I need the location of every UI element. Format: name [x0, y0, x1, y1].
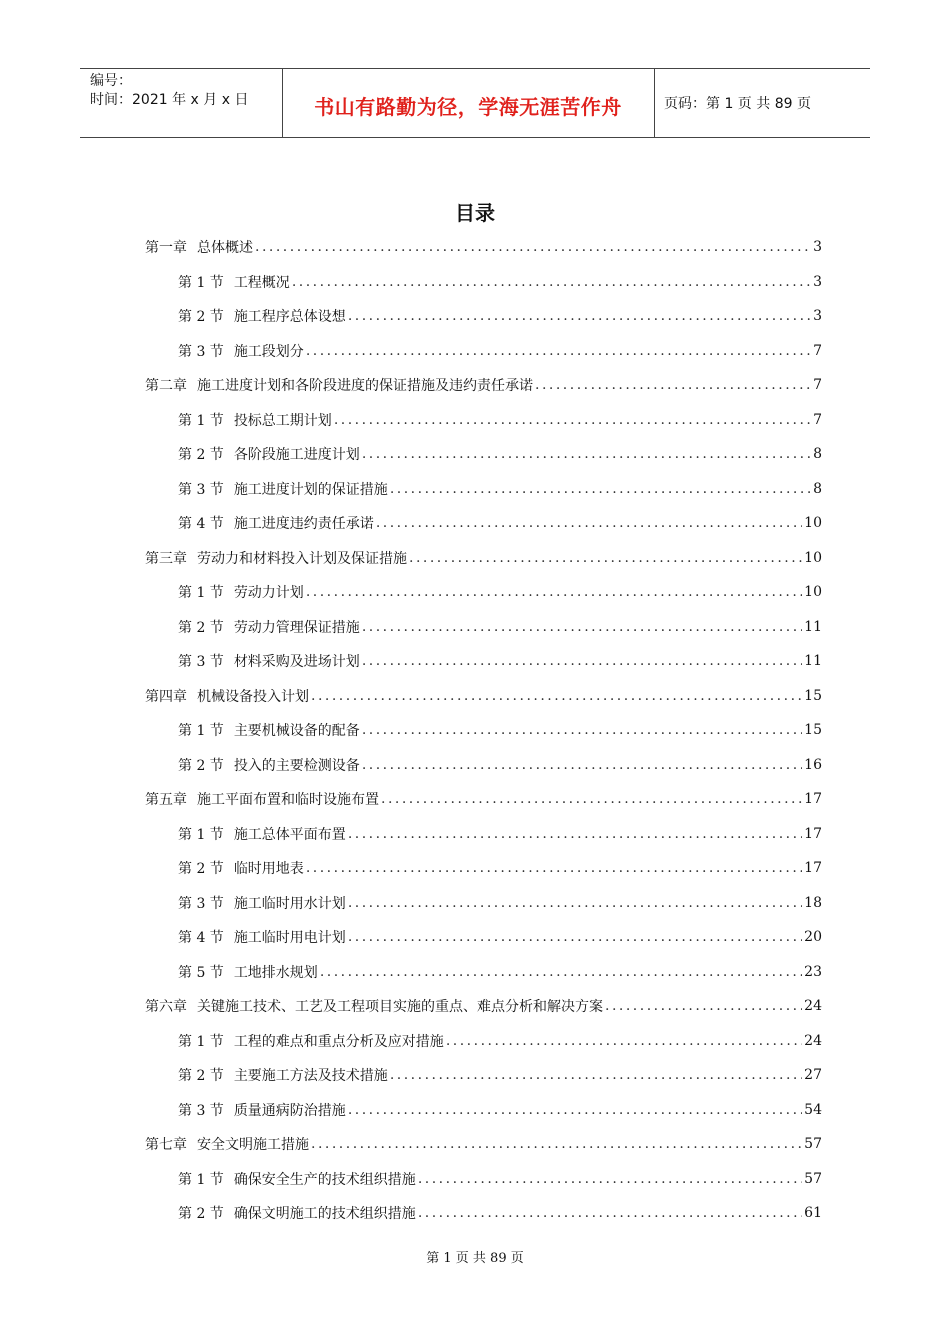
motto-text: 书山有路勤为径，学海无涯苦作舟 [314, 95, 622, 119]
toc-dot-leader [376, 515, 802, 531]
toc-entry-number: 第 1 节 [178, 723, 224, 740]
toc-section-entry[interactable] [145, 817, 822, 852]
toc-dot-leader [348, 826, 802, 842]
toc-page-number: 15 [804, 722, 822, 739]
toc-entry-title: 施工程序总体设想 [233, 309, 346, 326]
toc-dot-leader [348, 929, 802, 945]
toc-entry-number: 第 4 节 [178, 516, 224, 533]
toc-entry-number: 第一章 [145, 240, 187, 257]
toc-section-entry[interactable] [145, 920, 822, 955]
toc-section-entry[interactable] [145, 1162, 822, 1197]
header-meta-cell [80, 69, 283, 137]
toc-section-entry[interactable] [145, 886, 822, 921]
toc-page-number: 17 [804, 860, 822, 877]
toc-entry-title: 质量通病防治措施 [233, 1102, 346, 1119]
toc-page-number: 10 [804, 584, 822, 601]
toc-entry-number: 第 1 节 [178, 1033, 224, 1050]
toc-page-number: 20 [804, 929, 822, 946]
toc-entry-number: 第 2 节 [178, 619, 224, 636]
toc-dot-leader [390, 1067, 802, 1083]
toc-dot-leader [348, 1102, 802, 1118]
toc-entry-number: 第六章 [145, 999, 187, 1016]
toc-page-number: 27 [804, 1067, 822, 1084]
toc-page-number: 17 [804, 825, 822, 842]
toc-entry-title: 施工平面布置和临时设施布置 [197, 792, 379, 809]
toc-section-entry[interactable] [145, 437, 822, 472]
toc-page-number: 18 [804, 894, 822, 911]
toc-entry-title: 确保安全生产的技术组织措施 [233, 1171, 416, 1188]
toc-dot-leader [306, 343, 811, 359]
toc-page-number: 11 [804, 618, 822, 635]
toc-chapter-entry[interactable] [145, 1127, 822, 1162]
toc-page-number: 24 [804, 1032, 822, 1049]
toc-dot-leader [311, 688, 802, 704]
toc-entry-title: 临时用地表 [233, 861, 304, 878]
table-of-contents [145, 230, 822, 1231]
toc-dot-leader [362, 722, 802, 738]
toc-page-number: 8 [813, 446, 822, 463]
toc-entry-title: 主要机械设备的配备 [233, 723, 360, 740]
toc-section-entry[interactable] [145, 748, 822, 783]
toc-dot-leader [390, 481, 811, 497]
toc-dot-leader [362, 619, 802, 635]
toc-entry-number: 第四章 [145, 688, 187, 705]
toc-section-entry[interactable] [145, 644, 822, 679]
toc-section-entry[interactable] [145, 1058, 822, 1093]
toc-section-entry[interactable] [145, 403, 822, 438]
toc-page-number: 11 [804, 653, 822, 670]
toc-page-number: 3 [813, 239, 822, 256]
toc-page-number: 16 [804, 756, 822, 773]
toc-section-entry[interactable] [145, 1196, 822, 1231]
toc-dot-leader [409, 550, 802, 566]
toc-dot-leader [418, 1205, 802, 1221]
toc-section-entry[interactable] [145, 851, 822, 886]
toc-entry-number: 第 1 节 [178, 412, 224, 429]
toc-entry-number: 第 2 节 [178, 861, 224, 878]
toc-entry-number: 第 3 节 [178, 1102, 224, 1119]
toc-section-entry[interactable] [145, 1093, 822, 1128]
toc-dot-leader [306, 584, 802, 600]
toc-entry-title: 施工进度计划的保证措施 [233, 481, 388, 498]
toc-entry-number: 第 1 节 [178, 1171, 224, 1188]
toc-page-number: 61 [804, 1205, 822, 1222]
toc-page-number: 17 [804, 791, 822, 808]
toc-section-entry[interactable] [145, 955, 822, 990]
toc-entry-number: 第 2 节 [178, 1206, 224, 1223]
toc-page-number: 3 [813, 273, 822, 290]
toc-entry-title: 工程概况 [233, 274, 290, 291]
toc-page-number: 3 [813, 308, 822, 325]
toc-entry-title: 劳动力计划 [233, 585, 304, 602]
toc-chapter-entry[interactable] [145, 230, 822, 265]
document-title: 目录 [455, 201, 495, 225]
header-page-cell [654, 69, 870, 137]
toc-entry-number: 第 3 节 [178, 481, 224, 498]
toc-page-number: 23 [804, 963, 822, 980]
toc-page-number: 57 [804, 1136, 822, 1153]
toc-page-number: 10 [804, 515, 822, 532]
toc-dot-leader [535, 377, 811, 393]
toc-entry-number: 第 3 节 [178, 895, 224, 912]
toc-section-entry[interactable] [145, 334, 822, 369]
toc-dot-leader [255, 239, 811, 255]
toc-entry-title: 主要施工方法及技术措施 [233, 1068, 388, 1085]
toc-entry-title: 投标总工期计划 [233, 412, 332, 429]
toc-dot-leader [348, 308, 811, 324]
toc-entry-number: 第 2 节 [178, 447, 224, 464]
toc-entry-number: 第二章 [145, 378, 187, 395]
page-info: 页码：第 1 页 共 89 页 [664, 96, 811, 112]
toc-dot-leader [320, 964, 802, 980]
toc-entry-number: 第 2 节 [178, 757, 224, 774]
toc-entry-title: 安全文明施工措施 [197, 1137, 309, 1154]
toc-section-entry[interactable] [145, 575, 822, 610]
toc-page-number: 8 [813, 480, 822, 497]
toc-section-entry[interactable] [145, 1024, 822, 1059]
number-label: 编号： [90, 73, 132, 89]
toc-page-number: 24 [804, 998, 822, 1015]
toc-entry-number: 第 3 节 [178, 654, 224, 671]
toc-entry-number: 第 3 节 [178, 343, 224, 360]
toc-chapter-entry[interactable] [145, 368, 822, 403]
toc-entry-title: 施工进度计划和各阶段进度的保证措施及违约责任承诺 [197, 378, 533, 395]
toc-entry-title: 施工段划分 [233, 343, 304, 360]
toc-entry-number: 第七章 [145, 1137, 187, 1154]
toc-entry-title: 材料采购及进场计划 [233, 654, 360, 671]
toc-entry-title: 机械设备投入计划 [197, 688, 309, 705]
toc-entry-title: 劳动力管理保证措施 [233, 619, 360, 636]
page-header [80, 68, 870, 138]
toc-dot-leader [418, 1171, 802, 1187]
header-motto-cell [282, 69, 655, 137]
toc-section-entry[interactable] [145, 610, 822, 645]
toc-entry-title: 工地排水规划 [233, 964, 318, 981]
toc-dot-leader [311, 1136, 802, 1152]
page-footer: 第 1 页 共 89 页 [426, 1251, 524, 1266]
toc-entry-title: 劳动力和材料投入计划及保证措施 [197, 550, 407, 567]
toc-dot-leader [292, 274, 811, 290]
toc-entry-number: 第 2 节 [178, 1068, 224, 1085]
toc-section-entry[interactable] [145, 265, 822, 300]
toc-page-number: 57 [804, 1170, 822, 1187]
toc-entry-title: 施工进度违约责任承诺 [233, 516, 374, 533]
toc-entry-number: 第 1 节 [178, 826, 224, 843]
toc-entry-title: 施工临时用水计划 [233, 895, 346, 912]
toc-chapter-entry[interactable] [145, 782, 822, 817]
toc-entry-title: 投入的主要检测设备 [233, 757, 360, 774]
toc-entry-number: 第 5 节 [178, 964, 224, 981]
toc-page-number: 7 [813, 411, 822, 428]
toc-dot-leader [362, 757, 802, 773]
toc-entry-title: 施工总体平面布置 [233, 826, 346, 843]
toc-entry-title: 各阶段施工进度计划 [233, 447, 360, 464]
toc-dot-leader [381, 791, 802, 807]
toc-dot-leader [334, 412, 811, 428]
toc-chapter-entry[interactable] [145, 989, 822, 1024]
toc-page-number: 7 [813, 377, 822, 394]
toc-entry-number: 第 4 节 [178, 930, 224, 947]
toc-section-entry[interactable] [145, 472, 822, 507]
toc-section-entry[interactable] [145, 299, 822, 334]
toc-dot-leader [362, 653, 802, 669]
toc-dot-leader [348, 895, 802, 911]
toc-chapter-entry[interactable] [145, 541, 822, 576]
toc-dot-leader [605, 998, 802, 1014]
toc-entry-title: 总体概述 [197, 240, 253, 257]
toc-entry-title: 工程的难点和重点分析及应对措施 [233, 1033, 444, 1050]
toc-entry-number: 第五章 [145, 792, 187, 809]
toc-entry-title: 确保文明施工的技术组织措施 [233, 1206, 416, 1223]
toc-page-number: 10 [804, 549, 822, 566]
date-label: 时间：2021 年 x 月 x 日 [90, 92, 249, 108]
toc-dot-leader [446, 1033, 802, 1049]
toc-entry-number: 第 1 节 [178, 274, 224, 291]
toc-section-entry[interactable] [145, 506, 822, 541]
toc-entry-number: 第三章 [145, 550, 187, 567]
toc-chapter-entry[interactable] [145, 679, 822, 714]
toc-entry-number: 第 1 节 [178, 585, 224, 602]
toc-page-number: 15 [804, 687, 822, 704]
toc-dot-leader [306, 860, 802, 876]
toc-entry-number: 第 2 节 [178, 309, 224, 326]
toc-entry-title: 关键施工技术、工艺及工程项目实施的重点、难点分析和解决方案 [197, 999, 603, 1016]
toc-dot-leader [362, 446, 811, 462]
toc-page-number: 54 [804, 1101, 822, 1118]
toc-entry-title: 施工临时用电计划 [233, 930, 346, 947]
toc-page-number: 7 [813, 342, 822, 359]
toc-section-entry[interactable] [145, 713, 822, 748]
